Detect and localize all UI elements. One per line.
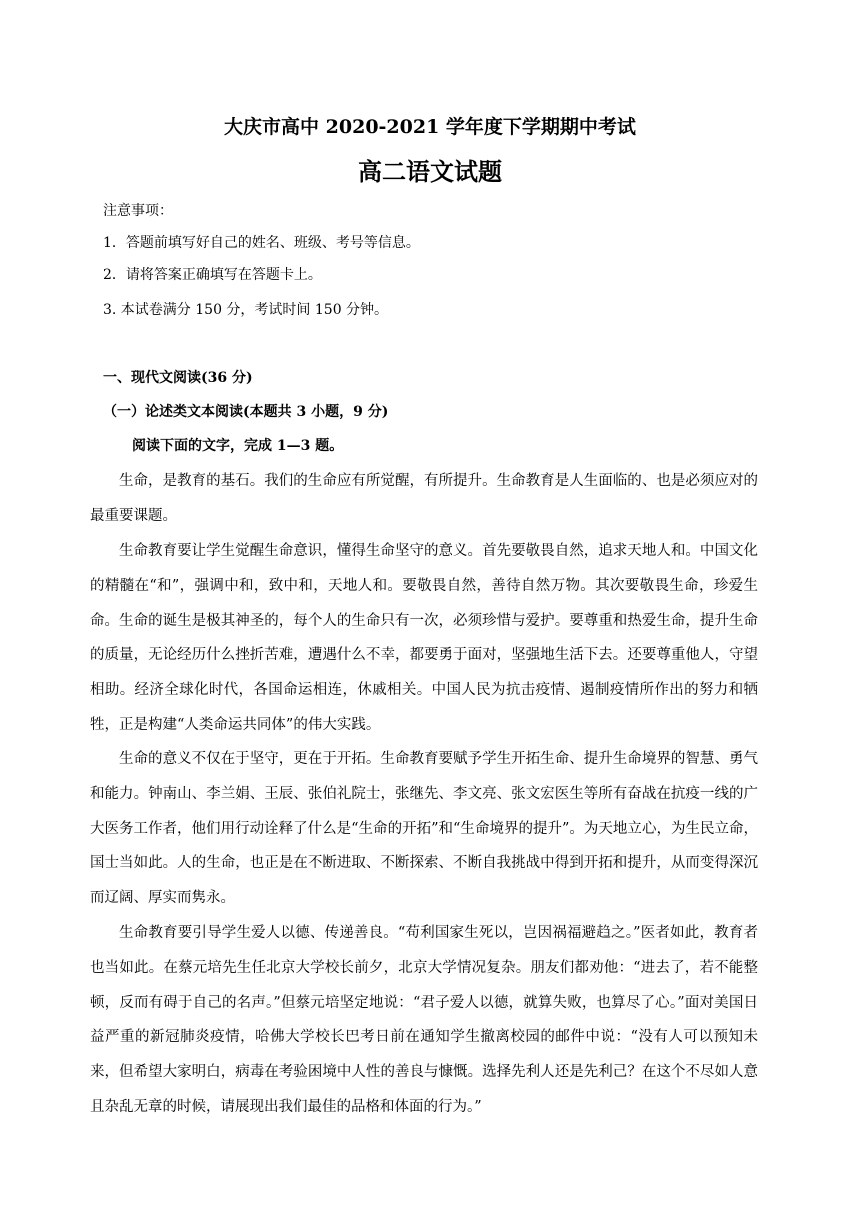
- section-heading: 一、现代文阅读(36 分): [103, 370, 253, 386]
- reading-instruction: 阅读下面的文字，完成 1—3 题。: [132, 438, 344, 454]
- passage-paragraph: 生命的意义不仅在于坚守，更在于开拓。生命教育要赋予学生开拓生命、提升生命境界的智慧、勇气和能力。钟南山、李兰娟、王辰、张伯礼院士，张继先、李文亮、张文宏医生等所有奋战在抗疫一线的广大医务工作者，他们用行动诠释了什么是“生命的开拓”和“生命境界的提升”。为天地立心，为生民立命，国士当如此。人的生命，也正是在不断进取、不断探索、不断自我挑战中得到开拓和提升，从而变得深沉而辽阔、厚实而隽永。: [90, 751, 758, 907]
- notes-item: 3. 本试卷满分 150 分，考试时间 150 分钟。: [103, 302, 389, 318]
- exam-title: 大庆市高中 2020-2021 学年度下学期期中考试: [224, 116, 636, 138]
- subsection-heading: （一）论述类文本阅读(本题共 3 小题，9 分): [103, 404, 389, 420]
- passage-paragraph: 生命教育要让学生觉醒生命意识，懂得生命坚守的意义。首先要敬畏自然，追求天地人和。中国文化的精髓在“和”，强调中和，致中和，天地人和。要敬畏自然，善待自然万物。其次要敬畏生命，珍爱生命。生命的诞生是极其神圣的，每个人的生命只有一次，必须珍惜与爱护。要尊重和热爱生命，提升生命的质量，无论经历什么挫折苦难，遭遇什么不幸，都要勇于面对，坚强地生活下去。还要尊重他人，守望相助。经济全球化时代，各国命运相连，休戚相关。中国人民为抗击疫情、遏制疫情所作出的努力和牺牲，正是构建“人类命运共同体”的伟大实践。: [90, 543, 758, 733]
- notes-heading: 注意事项：: [103, 203, 173, 219]
- notes-item: 1．答题前填写好自己的姓名、班级、考号等信息。: [103, 235, 420, 251]
- passage-paragraph: 生命，是教育的基石。我们的生命应有所觉醒，有所提升。生命教育是人生面临的、也是必须应对的最重要课题。: [90, 473, 758, 524]
- notes-item: 2．请将答案正确填写在答题卡上。: [103, 267, 322, 283]
- passage-paragraph: 生命教育要引导学生爱人以德、传递善良。“苟利国家生死以，岂因祸福避趋之。”医者如此，教育者也当如此。在蔡元培先生任北京大学校长前夕，北京大学情况复杂。朋友们都劝他：“进去了，若不能整顿，反而有碍于自己的名声。”但蔡元培坚定地说：“君子爱人以德，就算失败，也算尽了心。”面对美国日益严重的新冠肺炎疫情，哈佛大学校长巴考日前在通知学生撤离校园的邮件中说：“没有人可以预知未来，但希望大家明白，病毒在考验困境中人性的善良与慷慨。选择先利人还是先利己？在这个不尽如人意且杂乱无章的时候，请展现出我们最佳的品格和体面的行为。”: [90, 925, 758, 1115]
- paper-title: 高二语文试题: [358, 157, 502, 186]
